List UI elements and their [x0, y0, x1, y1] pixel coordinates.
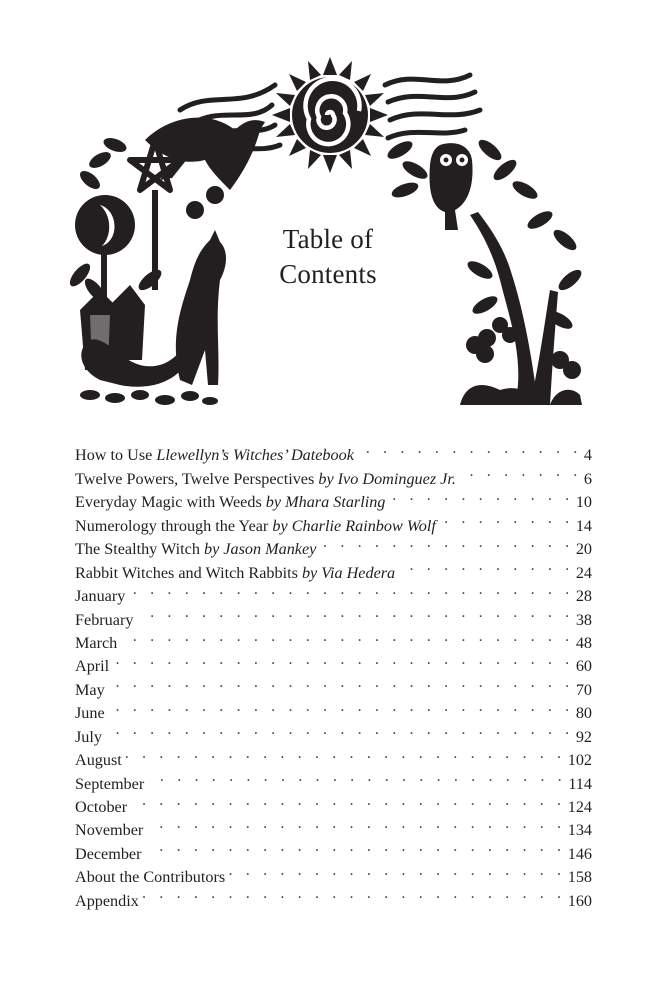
- entry-title: December: [75, 844, 142, 863]
- entry-title: How to Use Llewellyn’s Witches’ Datebook: [75, 446, 354, 465]
- dot-leader: [147, 765, 566, 788]
- toc-entry[interactable]: [75, 882, 592, 910]
- page-number: 92: [575, 727, 592, 746]
- dot-leader: [228, 859, 566, 882]
- page-number: 6: [583, 469, 592, 488]
- entry-title: January: [75, 587, 126, 606]
- page-number: 20: [575, 540, 592, 559]
- entry-title: Twelve Powers, Twelve Perspectives by Ivo Dominguez Jr.: [75, 469, 456, 488]
- page-number: 80: [575, 704, 592, 723]
- page-number: 160: [567, 891, 592, 910]
- entry-title: March: [75, 633, 118, 652]
- sun-spiral-icon: [272, 57, 388, 173]
- toc-entry[interactable]: [75, 648, 592, 676]
- toc-entry[interactable]: [75, 578, 592, 606]
- toc-entry[interactable]: [75, 835, 592, 863]
- dot-leader: [108, 695, 574, 718]
- entry-title: About the Contributors: [75, 868, 226, 887]
- toc-entry[interactable]: [75, 765, 592, 793]
- toc-entry[interactable]: [75, 671, 592, 699]
- entry-title: July: [75, 727, 102, 746]
- dot-leader: [145, 835, 566, 858]
- toc-entry[interactable]: [75, 789, 592, 816]
- entry-title: November: [75, 821, 144, 840]
- dot-leader: [142, 882, 566, 905]
- dot-leader: [136, 601, 573, 624]
- page-number: 102: [567, 751, 592, 770]
- entry-title: Appendix: [75, 891, 139, 910]
- dot-leader: [439, 507, 574, 530]
- page-number: 10: [575, 493, 592, 512]
- toc-entry[interactable]: [75, 437, 592, 465]
- entry-title: August: [75, 751, 122, 770]
- title-line-1: Table of: [282, 224, 374, 254]
- page-number: 4: [583, 446, 592, 465]
- dot-leader: [112, 648, 574, 671]
- page-number: 38: [575, 610, 592, 629]
- toc-entry[interactable]: [75, 625, 592, 652]
- page-title: [0, 222, 656, 292]
- entry-title: June: [75, 704, 105, 723]
- entry-title: October: [75, 798, 128, 816]
- page-number: 124: [567, 798, 592, 816]
- toc-entry[interactable]: [75, 859, 592, 887]
- dot-leader: [130, 789, 566, 812]
- dot-leader: [105, 718, 574, 741]
- entry-title: September: [75, 774, 145, 793]
- dot-leader: [146, 812, 565, 835]
- table-of-contents: [75, 437, 592, 910]
- dot-leader: [319, 531, 573, 554]
- entry-title: April: [75, 657, 110, 676]
- page-number: 70: [575, 680, 592, 699]
- entry-title: Rabbit Witches and Witch Rabbits by Via Hedera: [75, 563, 396, 582]
- title-line-2: Contents: [279, 259, 377, 289]
- page-number: 60: [575, 657, 592, 676]
- owl-icon: [430, 143, 473, 230]
- toc-entry[interactable]: [75, 812, 592, 840]
- toc-entry[interactable]: [75, 718, 592, 746]
- toc-entry[interactable]: [75, 742, 592, 770]
- dot-leader: [388, 484, 573, 507]
- page-number: 14: [575, 516, 592, 535]
- entry-title: Numerology through the Year by Charlie Rainbow Wolf: [75, 516, 436, 535]
- page-number: 134: [567, 821, 592, 840]
- dot-leader: [398, 554, 574, 577]
- dot-leader: [128, 578, 573, 601]
- dot-leader: [459, 460, 582, 483]
- dot-leader: [120, 625, 574, 648]
- page-number: 146: [567, 844, 592, 863]
- page-number: 24: [575, 563, 592, 582]
- entry-title: February: [75, 610, 134, 629]
- toc-entry[interactable]: [75, 695, 592, 723]
- dot-leader: [108, 671, 574, 694]
- page-number: 158: [567, 868, 592, 887]
- page-number: 28: [575, 587, 592, 606]
- toc-entry[interactable]: [75, 601, 592, 629]
- dot-leader: [125, 742, 566, 765]
- dot-leader: [357, 437, 582, 460]
- entry-title: The Stealthy Witch by Jason Mankey: [75, 540, 317, 559]
- bird-icon: [145, 118, 265, 190]
- entry-title: Everyday Magic with Weeds by Mhara Starling: [75, 493, 386, 512]
- entry-title: May: [75, 680, 105, 699]
- page-number: 114: [568, 774, 592, 793]
- page-number: 48: [575, 633, 592, 652]
